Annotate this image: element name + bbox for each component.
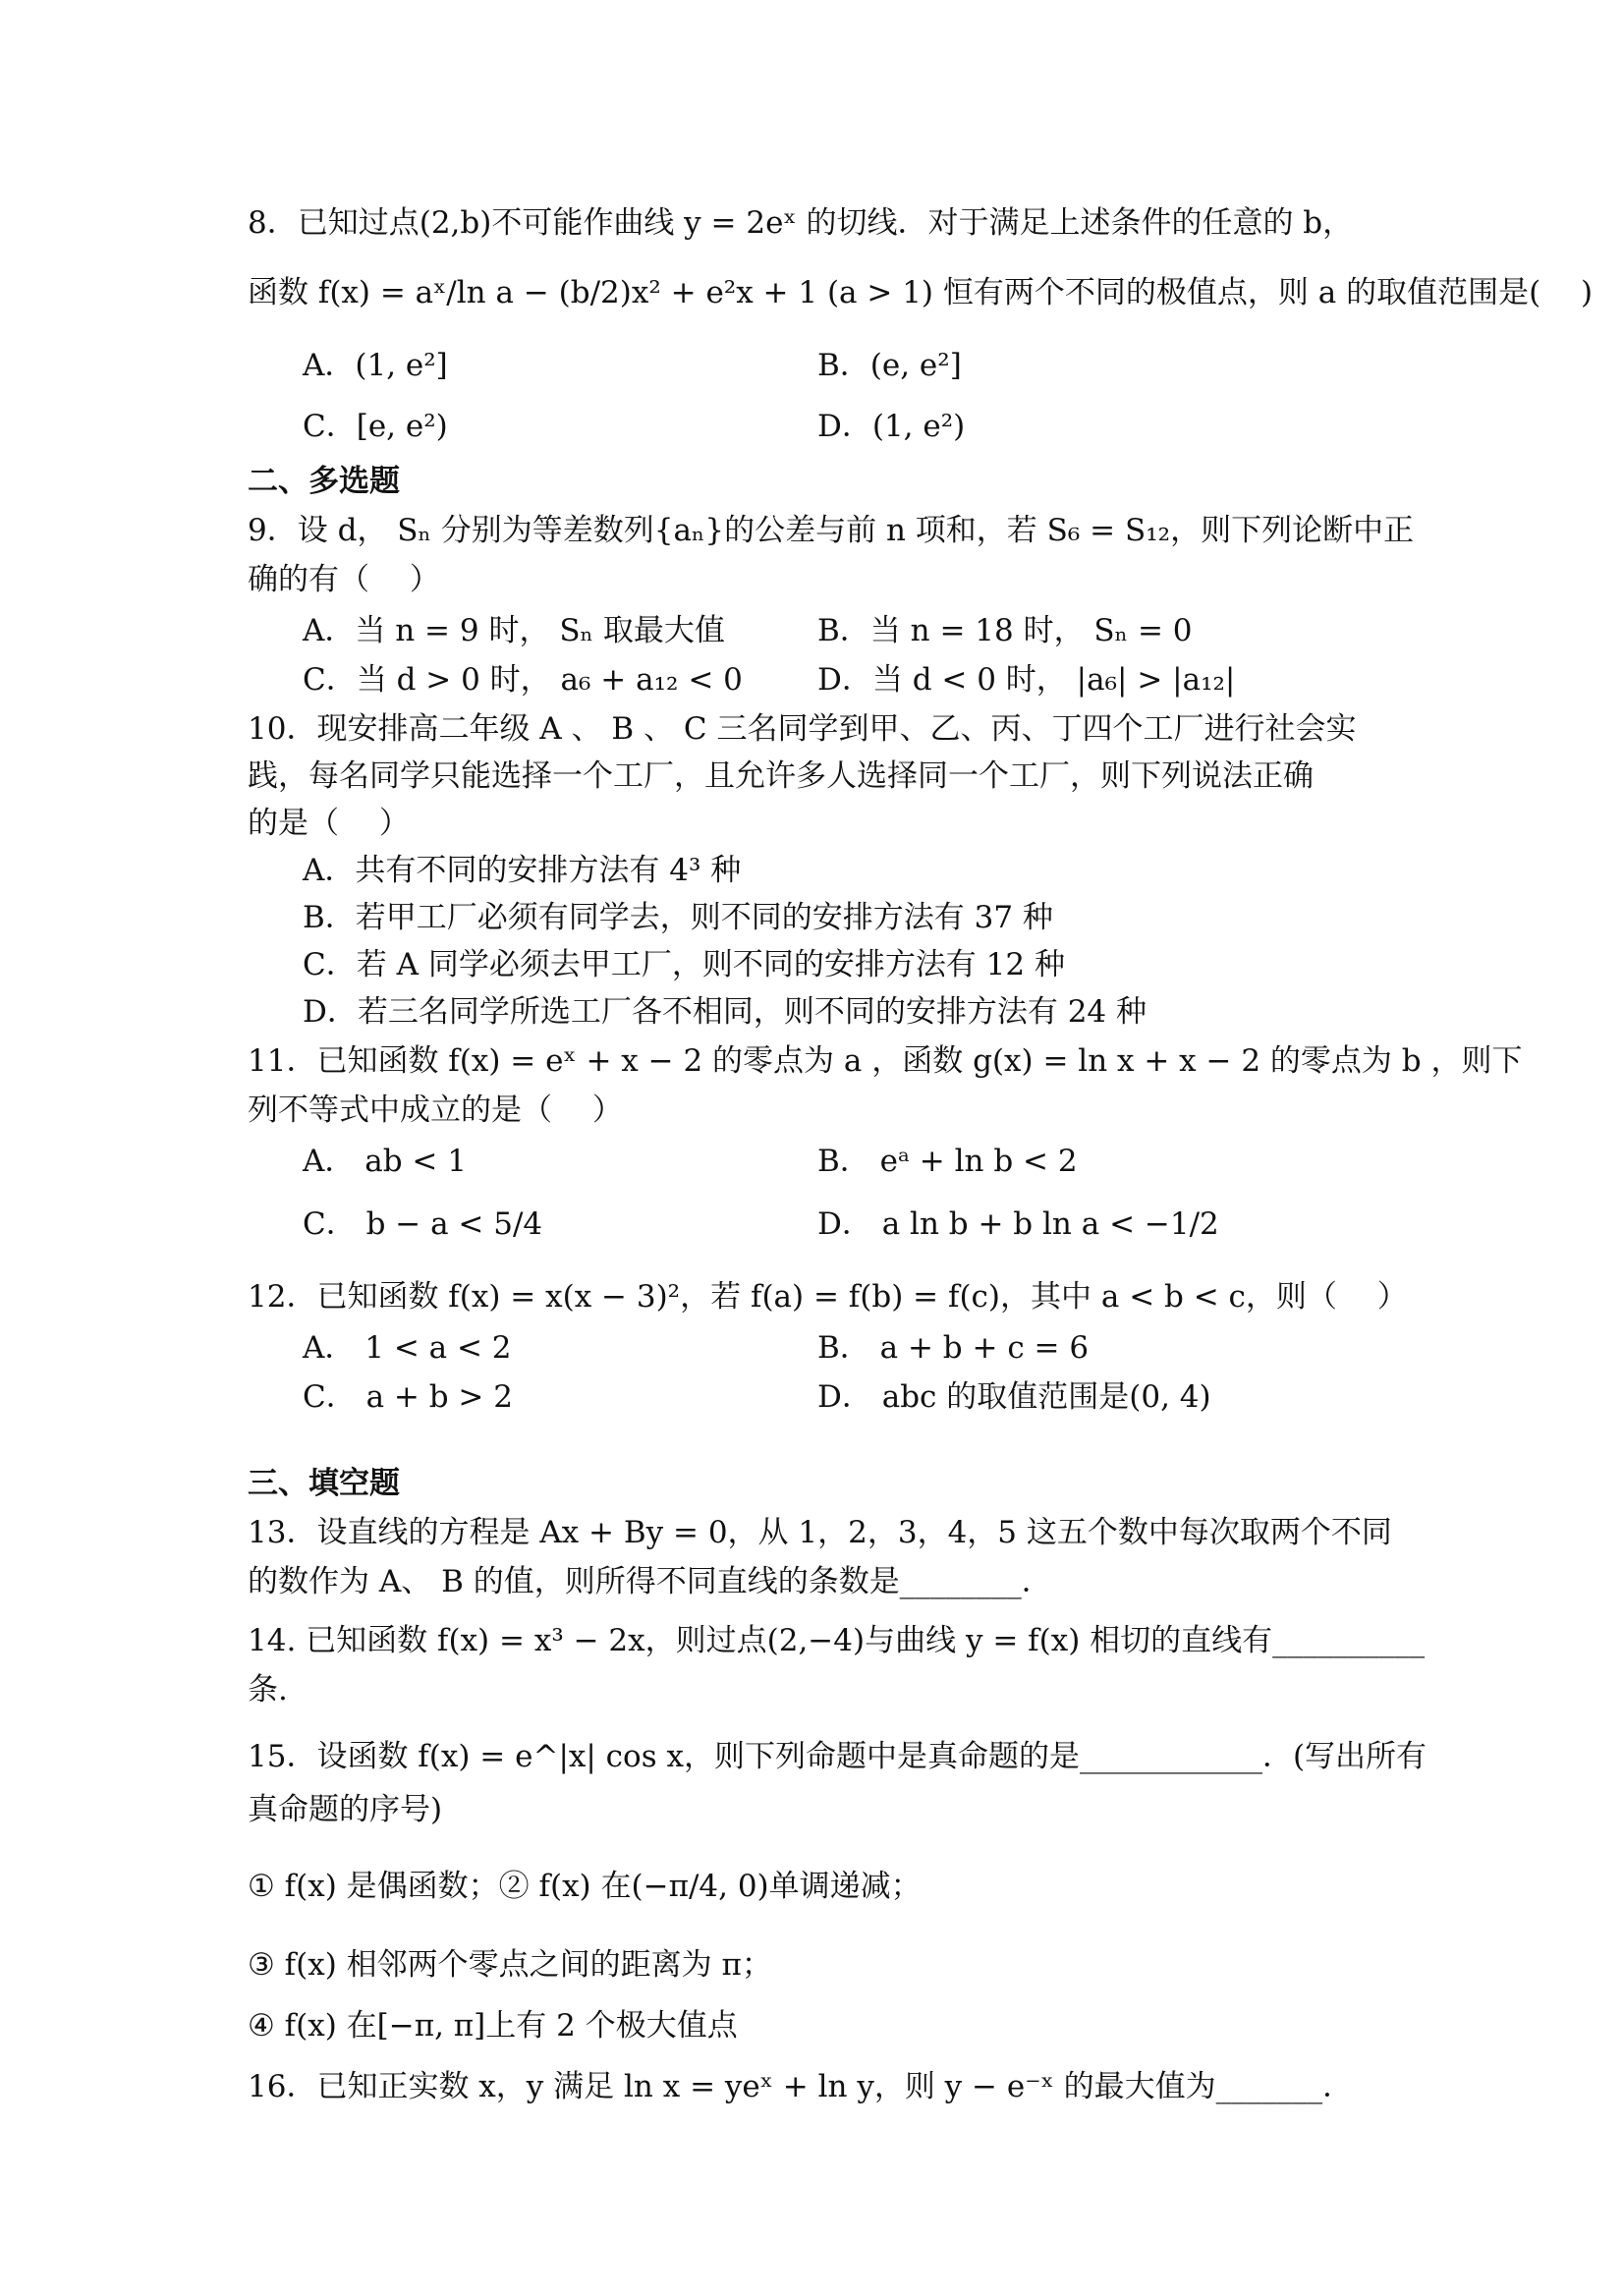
q9-option-d: D．当 d < 0 时， |a₆| > |a₁₂| [817,662,1236,698]
q15-line2: 真命题的序号) [248,1792,443,1827]
q15-item-1-2: ① f(x) 是偶函数；② f(x) 在(−π/4, 0)单调递减； [248,1869,922,1904]
section-fill-in-heading: 三、填空题 [248,1466,400,1501]
q10-option-a: A．共有不同的安排方法有 4³ 种 [303,853,742,888]
q8-option-c: C．[e, e²) [303,409,448,444]
q12-line1: 12．已知函数 f(x) = x(x − 3)²，若 f(a) = f(b) = f(c)，其中 a < b < c，则（ ） [248,1279,1408,1315]
q15-item-3: ③ f(x) 相邻两个零点之间的距离为 π； [248,1947,772,1983]
q10-line1: 10．现安排高二年级 A 、 B 、 C 三名同学到甲、乙、丙、丁四个工厂进行社会实 [248,711,1357,747]
q16-line1: 16．已知正实数 x，y 满足 ln x = yeˣ + ln y，则 y − e⁻ˣ 的最大值为_______． [248,2069,1354,2104]
q13-line1: 13．设直线的方程是 Ax + By = 0，从 1，2，3，4，5 这五个数中每次取两个不同 [248,1515,1392,1550]
q12-option-b: B． a + b + c = 6 [817,1330,1090,1366]
q15-item-4: ④ f(x) 在[−π, π]上有 2 个极大值点 [248,2008,738,2044]
q11-option-a: A． ab < 1 [303,1144,467,1179]
q10-option-c: C．若 A 同学必须去甲工厂，则不同的安排方法有 12 种 [303,947,1065,982]
q10-option-b: B．若甲工厂必须有同学去，则不同的安排方法有 37 种 [303,900,1053,935]
q11-option-c: C． b − a < 5/4 [303,1206,543,1242]
q9-line2: 确的有（ ） [248,562,440,597]
q11-line2: 列不等式中成立的是（ ） [248,1092,623,1128]
q12-option-a: A． 1 < a < 2 [303,1330,512,1366]
q14-line1: 14. 已知函数 f(x) = x³ − 2x，则过点(2,−4)与曲线 y = f(x) 相切的直线有__________ [248,1623,1426,1658]
q9-line1: 9．设 d， Sₙ 分别为等差数列{aₙ}的公差与前 n 项和，若 S₆ = S₁₂，则下列论断中正 [248,513,1415,548]
q12-option-d: D． abc 的取值范围是(0, 4) [817,1379,1211,1415]
q9-option-c: C．当 d > 0 时， a₆ + a₁₂ < 0 [303,662,743,698]
q9-option-b: B．当 n = 18 时， Sₙ = 0 [817,613,1193,648]
q13-line2: 的数作为 A、 B 的值，则所得不同直线的条数是________． [248,1564,1052,1599]
q8-line2: 函数 f(x) = aˣ/ln a − (b/2)x² + e²x + 1 (a > 1) 恒有两个不同的极值点，则 a 的取值范围是( ) [248,275,1594,310]
q11-option-d: D． a ln b + b ln a < −1/2 [817,1206,1219,1242]
q12-option-c: C． a + b > 2 [303,1379,513,1415]
q10-line3: 的是（ ） [248,806,410,841]
q10-line2: 践，每名同学只能选择一个工厂，且允许多人选择同一个工厂，则下列说法正确 [248,758,1314,794]
q10-option-d: D．若三名同学所选工厂各不相同，则不同的安排方法有 24 种 [303,994,1147,1030]
q8-option-a: A．(1, e²] [303,348,448,383]
q8-option-d: D．(1, e²) [817,409,966,444]
q11-option-b: B． eᵃ + ln b < 2 [817,1144,1078,1179]
section-multiple-choice-heading: 二、多选题 [248,464,400,499]
q14-line2: 条. [248,1672,288,1708]
q9-option-a: A．当 n = 9 时， Sₙ 取最大值 [303,613,725,648]
q11-line1: 11．已知函数 f(x) = eˣ + x − 2 的零点为 a ，函数 g(x) = ln x + x − 2 的零点为 b ，则下 [248,1043,1523,1079]
q8-line1: 8．已知过点(2,b)不可能作曲线 y = 2eˣ 的切线．对于满足上述条件的任意的 b， [248,205,1354,241]
q15-line1: 15．设函数 f(x) = e^|x| cos x，则下列命题中是真命题的是____________．(写出所有 [248,1739,1427,1774]
q8-option-b: B．(e, e²] [817,348,962,383]
